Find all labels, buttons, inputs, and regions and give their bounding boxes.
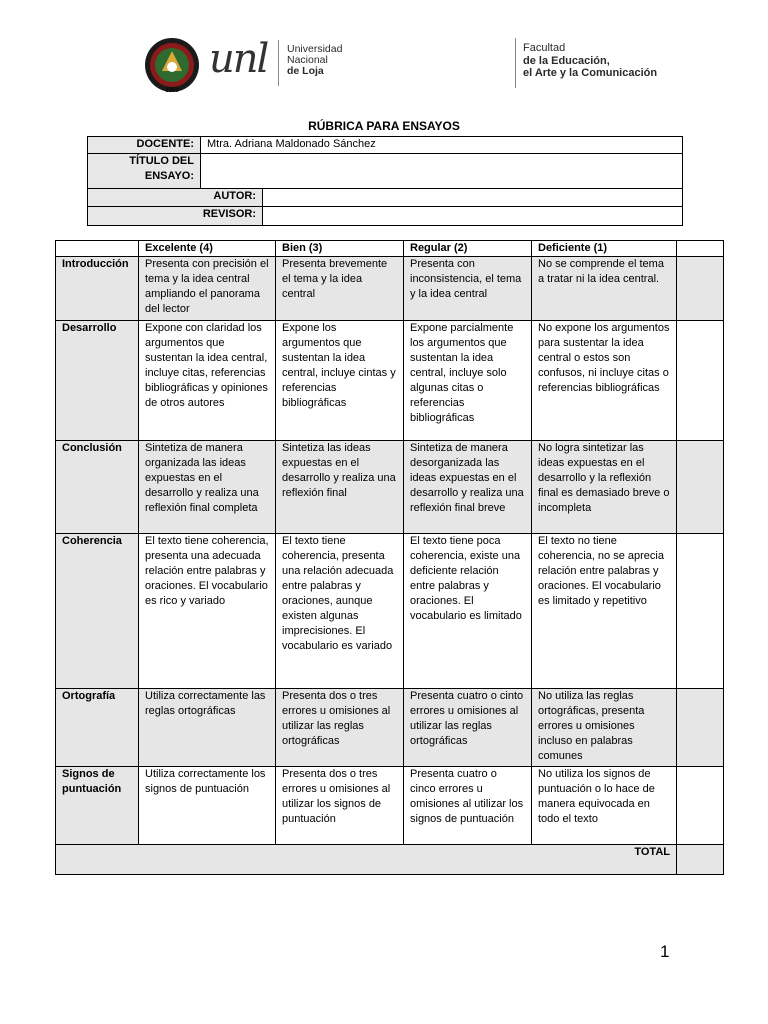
- info-row-docente: [88, 137, 683, 154]
- seal-year: 1859: [165, 88, 179, 94]
- table-row: [56, 534, 724, 689]
- document-header: [0, 0, 768, 110]
- rubric-cell: Expone los argumentos que sustentan la idea central, incluye cintas y referencias bibliográficas: [276, 321, 404, 441]
- rubric-cell: Expone con claridad los argumentos que sustentan la idea central, incluye citas, referencias bibliográficas y opiniones de otros autores: [139, 321, 276, 441]
- criterion-label: Introducción: [56, 257, 139, 321]
- rubric-cell: El texto no tiene coherencia, no se aprecia relación entre palabras y oraciones. El vocabulario es limitado y repetitivo: [532, 534, 677, 689]
- docente-label: DOCENTE:: [88, 137, 201, 154]
- table-row: [56, 689, 724, 767]
- page-number: 1: [660, 942, 670, 961]
- rubric-cell: No se comprende el tema a tratar ni la idea central.: [532, 257, 677, 321]
- total-label: TOTAL: [56, 845, 677, 875]
- essay-info-table: [87, 136, 683, 226]
- faculty-line-3: el Arte y la Comunicación: [523, 67, 658, 79]
- score-cell[interactable]: [677, 321, 724, 441]
- column-header: Regular (2): [404, 241, 532, 257]
- rubric-cell: El texto tiene coherencia, presenta una adecuada relación entre palabras y oraciones. El vocabulario es rico y variado: [139, 534, 276, 689]
- revisor-value[interactable]: [263, 207, 683, 226]
- total-row: [56, 845, 724, 875]
- table-row: [56, 441, 724, 534]
- rubric-cell: Expone parcialmente los argumentos que sustentan la idea central, incluye solo algunas citas o referencias bibliográficas: [404, 321, 532, 441]
- autor-label: AUTOR:: [88, 189, 263, 207]
- rubric-table: [55, 240, 724, 875]
- rubric-cell: El texto tiene poca coherencia, existe una deficiente relación entre palabras y oraciones. El vocabulario es limitado: [404, 534, 532, 689]
- rubric-cell: No utiliza los signos de puntuación o lo hace de manera equivocada en todo el texto: [532, 767, 677, 845]
- rubric-cell: No expone los argumentos para sustentar la idea central o estos son confusos, ni incluye citas o referencias bibliográficas: [532, 321, 677, 441]
- faculty-name: [523, 42, 657, 80]
- document-title: RÚBRICA PARA ENSAYOS: [308, 119, 460, 133]
- university-line-3: de Loja: [287, 65, 324, 77]
- logo-divider: [278, 40, 279, 86]
- header-empty-cell: [56, 241, 139, 257]
- rubric-cell: Presenta dos o tres errores u omisiones al utilizar los signos de puntuación: [276, 767, 404, 845]
- score-cell[interactable]: [677, 257, 724, 321]
- faculty-line-1: Facultad: [523, 42, 566, 54]
- total-score-cell[interactable]: [677, 845, 724, 875]
- revisor-label: REVISOR:: [88, 207, 263, 226]
- rubric-cell: Sintetiza de manera organizada las ideas expuestas en el desarrollo y realiza una reflexión final completa: [139, 441, 276, 534]
- university-seal-icon: [144, 37, 200, 93]
- criterion-label: Coherencia: [56, 534, 139, 689]
- table-row: [56, 321, 724, 441]
- criterion-label: Desarrollo: [56, 321, 139, 441]
- info-row-autor: [88, 189, 683, 207]
- criterion-label: Conclusión: [56, 441, 139, 534]
- score-header-cell: [677, 241, 724, 257]
- faculty-line-2: de la Educación,: [523, 54, 610, 67]
- rubric-cell: No utiliza las reglas ortográficas, presenta errores u omisiones incluso en palabras comunes: [532, 689, 677, 767]
- score-cell[interactable]: [677, 441, 724, 534]
- criterion-label: Signos de puntuación: [56, 767, 139, 845]
- faculty-divider: [515, 38, 516, 88]
- titulo-label-line-1: TÍTULO DEL: [129, 155, 194, 167]
- rubric-cell: Utiliza correctamente las reglas ortográficas: [139, 689, 276, 767]
- docente-value: Mtra. Adriana Maldonado Sánchez: [201, 137, 683, 154]
- university-line-2: Nacional: [287, 54, 328, 66]
- column-header: Bien (3): [276, 241, 404, 257]
- rubric-header-row: [56, 241, 724, 257]
- rubric-cell: Presenta dos o tres errores u omisiones al utilizar las reglas ortográficas: [276, 689, 404, 767]
- info-row-revisor: [88, 207, 683, 226]
- criterion-label: Ortografía: [56, 689, 139, 767]
- rubric-cell: Sintetiza de manera desorganizada las ideas expuestas en el desarrollo y realiza una reflexión final breve: [404, 441, 532, 534]
- column-header: Deficiente (1): [532, 241, 677, 257]
- score-cell[interactable]: [677, 534, 724, 689]
- titulo-label: [88, 154, 201, 189]
- rubric-cell: Sintetiza las ideas expuestas en el desarrollo y realiza una reflexión final: [276, 441, 404, 534]
- info-row-titulo: [88, 154, 683, 189]
- rubric-cell: Presenta con precisión el tema y la idea central ampliando el panorama del lector: [139, 257, 276, 321]
- university-name: [287, 44, 342, 77]
- rubric-cell: Utiliza correctamente los signos de puntuación: [139, 767, 276, 845]
- university-line-1: Universidad: [287, 43, 343, 55]
- table-row: [56, 767, 724, 845]
- column-header: Excelente (4): [139, 241, 276, 257]
- rubric-cell: Presenta con inconsistencia, el tema y la idea central: [404, 257, 532, 321]
- unl-logo-mark: unl: [209, 36, 268, 82]
- table-row: [56, 257, 724, 321]
- autor-value[interactable]: [263, 189, 683, 207]
- titulo-label-line-2: ENSAYO:: [144, 170, 194, 182]
- titulo-value[interactable]: [201, 154, 683, 189]
- rubric-cell: El texto tiene coherencia, presenta una relación adecuada entre palabras y oraciones, aunque existen algunas imprecisiones. El vocabulario es variado: [276, 534, 404, 689]
- rubric-cell: Presenta cuatro o cinto errores u omisiones al utilizar las reglas ortográficas: [404, 689, 532, 767]
- rubric-cell: Presenta brevemente el tema y la idea central: [276, 257, 404, 321]
- score-cell[interactable]: [677, 689, 724, 767]
- rubric-cell: No logra sintetizar las ideas expuestas en el desarrollo y la reflexión final es demasiado breve o incompleta: [532, 441, 677, 534]
- rubric-cell: Presenta cuatro o cinco errores u omisiones al utilizar los signos de puntuación: [404, 767, 532, 845]
- score-cell[interactable]: [677, 767, 724, 845]
